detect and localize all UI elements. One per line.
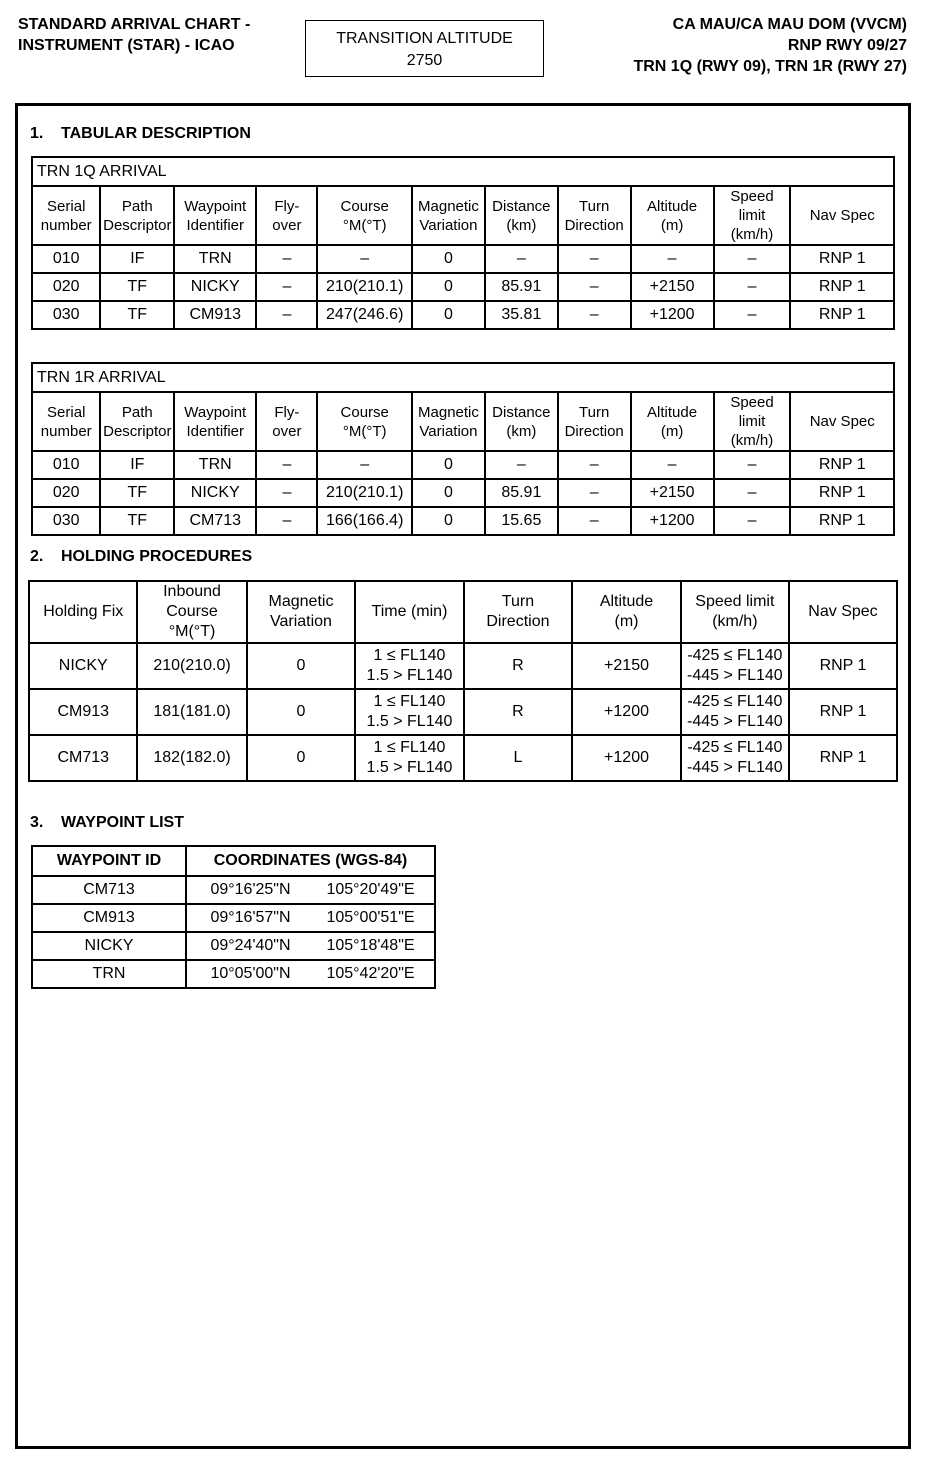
holding-cell: +1200 — [572, 735, 680, 781]
waypoint-row — [32, 876, 435, 904]
transition-altitude-label: TRANSITION ALTITUDE — [336, 30, 513, 47]
cell-line: Direction — [486, 613, 550, 630]
transition-altitude-box — [305, 20, 544, 77]
cell-line: 1 ≤ FL140 — [373, 739, 446, 756]
arrival-cell: RNP 1 — [790, 245, 894, 273]
cell-line: limit — [738, 207, 766, 224]
arrival-cell: 210(210.1) — [317, 479, 412, 507]
holding-cell: L — [464, 735, 573, 781]
arrival-cell: TF — [100, 301, 174, 329]
waypoint-coordinates — [186, 904, 435, 932]
cell-line: °M(°T) — [342, 422, 387, 440]
arrival-table-trn-1r — [31, 362, 895, 536]
column-header — [464, 581, 573, 643]
arrival-cell: RNP 1 — [790, 507, 894, 535]
arrival-cell: – — [631, 451, 714, 479]
cell-line: Path — [121, 403, 153, 421]
holding-procedures-table — [28, 580, 898, 782]
arrival-cell: +2150 — [631, 479, 714, 507]
cell-line: 1.5 > FL140 — [366, 667, 453, 684]
cell-line: -445 > FL140 — [687, 667, 783, 684]
cell-line: (km) — [506, 422, 537, 440]
latitude: 09°16'57"N — [210, 909, 291, 926]
cell-line: Path — [121, 197, 153, 215]
holding-cell — [355, 735, 463, 781]
column-header — [100, 392, 174, 451]
arrival-cell: IF — [100, 451, 174, 479]
cell-line: °M(°T) — [342, 216, 387, 234]
cell-line: Nav Spec — [809, 413, 875, 430]
chart-type-heading — [18, 14, 250, 56]
arrival-cell: 166(166.4) — [317, 507, 412, 535]
arrival-cell: IF — [100, 245, 174, 273]
arrival-cell: CM913 — [174, 301, 256, 329]
holding-cell: RNP 1 — [789, 643, 897, 689]
holding-cell: R — [464, 689, 573, 735]
cell-line: (m) — [614, 613, 639, 630]
section-waypoint-list-title — [30, 814, 184, 832]
cell-line: 1.5 > FL140 — [366, 759, 453, 776]
waypoint-id-header: WAYPOINT ID — [32, 846, 186, 876]
arrival-cell: – — [714, 451, 791, 479]
arrival-cell: – — [558, 273, 631, 301]
arrival-cell: 020 — [32, 479, 100, 507]
waypoint-id: TRN — [32, 960, 186, 988]
column-header — [681, 581, 789, 643]
coordinates-header: COORDINATES (WGS-84) — [186, 846, 435, 876]
cell-line: Holding Fix — [43, 603, 124, 620]
cell-line: Variation — [419, 216, 478, 234]
arrival-cell: 0 — [412, 451, 485, 479]
arrival-cell: NICKY — [174, 479, 256, 507]
column-header — [317, 392, 412, 451]
column-header — [174, 186, 256, 245]
cell-line: 1 ≤ FL140 — [373, 693, 446, 710]
cell-line: Course — [340, 403, 389, 421]
arrival-cell: +1200 — [631, 301, 714, 329]
holding-cell — [681, 735, 789, 781]
cell-line: (m) — [660, 216, 684, 234]
cell-line: -445 > FL140 — [687, 713, 783, 730]
arrival-cell: – — [256, 245, 317, 273]
arrival-row — [32, 301, 894, 329]
cell-line: Altitude — [647, 197, 698, 215]
cell-line: Variation — [419, 422, 478, 440]
arrival-cell: – — [256, 451, 317, 479]
cell-line: Serial — [47, 197, 86, 215]
holding-cell: R — [464, 643, 573, 689]
arrival-title: TRN 1Q ARRIVAL — [32, 157, 894, 186]
holding-cell — [681, 643, 789, 689]
cell-line: Waypoint — [184, 197, 247, 215]
aerodrome-heading — [633, 14, 907, 77]
cell-line: Turn — [579, 403, 610, 421]
arrival-cell: – — [714, 479, 791, 507]
arrival-title-row — [32, 157, 894, 186]
arrival-title: TRN 1R ARRIVAL — [32, 363, 894, 392]
column-header — [355, 581, 463, 643]
arrival-cell: TF — [100, 273, 174, 301]
arrival-cell: TRN — [174, 451, 256, 479]
cell-line: Variation — [269, 613, 332, 630]
arrival-cell: – — [558, 479, 631, 507]
latitude: 09°16'25"N — [210, 881, 291, 898]
cell-line: Identifier — [186, 216, 245, 234]
cell-line: Speed — [730, 394, 774, 411]
arrival-cell: 0 — [412, 245, 485, 273]
arrival-cell: 0 — [412, 301, 485, 329]
arrival-cell: – — [485, 451, 558, 479]
arrival-cell: RNP 1 — [790, 479, 894, 507]
column-header — [485, 392, 558, 451]
approach-runways: RNP RWY 09/27 — [787, 37, 907, 54]
holding-row — [29, 689, 897, 735]
cell-line: Fly- — [274, 197, 300, 215]
cell-line: Altitude — [647, 403, 698, 421]
cell-line: (km) — [506, 216, 537, 234]
cell-line: Descriptor — [103, 422, 172, 440]
column-header — [174, 392, 256, 451]
cell-line: (km/h) — [730, 432, 774, 449]
cell-line: -425 ≤ FL140 — [687, 739, 783, 756]
cell-line: Fly- — [274, 403, 300, 421]
holding-cell: NICKY — [29, 643, 137, 689]
cell-line: Turn — [501, 593, 535, 610]
arrival-cell: 0 — [412, 273, 485, 301]
arrival-cell: – — [558, 301, 631, 329]
cell-line: Direction — [564, 216, 624, 234]
waypoint-coordinates — [186, 876, 435, 904]
cell-line: Serial — [47, 403, 86, 421]
transition-altitude-value: 2750 — [406, 52, 443, 69]
holding-cell: CM913 — [29, 689, 137, 735]
section-title-text: WAYPOINT LIST — [61, 814, 184, 831]
arrival-header-row — [32, 186, 894, 245]
cell-line: °M(°T) — [168, 623, 216, 640]
cell-line: 1.5 > FL140 — [366, 713, 453, 730]
waypoint-coordinates — [186, 960, 435, 988]
longitude: 105°18'48"E — [326, 937, 415, 954]
arrival-cell: – — [317, 245, 412, 273]
cell-line: Distance — [492, 197, 551, 215]
arrival-cell: 210(210.1) — [317, 273, 412, 301]
arrival-row — [32, 245, 894, 273]
arrival-table-trn-1q — [31, 156, 895, 330]
arrival-cell: 85.91 — [485, 479, 558, 507]
section-number: 2. — [30, 548, 44, 565]
column-header — [790, 392, 894, 451]
cell-line: Time (min) — [371, 603, 448, 620]
arrival-cell: – — [256, 273, 317, 301]
arrival-cell: 030 — [32, 301, 100, 329]
arrival-row — [32, 507, 894, 535]
holding-cell: 182(182.0) — [137, 735, 246, 781]
holding-cell — [355, 643, 463, 689]
column-header — [558, 392, 631, 451]
cell-line: Magnetic — [268, 593, 334, 610]
arrival-cell: RNP 1 — [790, 451, 894, 479]
holding-cell: 0 — [247, 689, 356, 735]
arrival-cell: – — [714, 301, 791, 329]
cell-line: limit — [738, 413, 766, 430]
arrival-cell: 030 — [32, 507, 100, 535]
column-header — [790, 186, 894, 245]
holding-cell: 210(210.0) — [137, 643, 246, 689]
column-header — [32, 186, 100, 245]
cell-line: Turn — [579, 197, 610, 215]
cell-line: number — [40, 216, 92, 234]
cell-line: Waypoint — [184, 403, 247, 421]
column-header — [572, 581, 680, 643]
chart-type-line1: STANDARD ARRIVAL CHART - — [18, 16, 251, 33]
holding-cell: +1200 — [572, 689, 680, 735]
column-header — [317, 186, 412, 245]
column-header — [789, 581, 897, 643]
arrival-cell: +2150 — [631, 273, 714, 301]
arrival-cell: – — [631, 245, 714, 273]
arrival-cell: – — [317, 451, 412, 479]
column-header — [412, 186, 485, 245]
column-header — [247, 581, 356, 643]
cell-line: -425 ≤ FL140 — [687, 647, 783, 664]
procedure-names: TRN 1Q (RWY 09), TRN 1R (RWY 27) — [633, 58, 907, 75]
cell-line: 1 ≤ FL140 — [373, 647, 446, 664]
arrival-cell: TF — [100, 507, 174, 535]
waypoint-id: CM913 — [32, 904, 186, 932]
cell-line: Speed limit — [695, 593, 775, 610]
holding-cell: 0 — [247, 735, 356, 781]
arrival-cell: TRN — [174, 245, 256, 273]
arrival-cell: RNP 1 — [790, 273, 894, 301]
waypoint-row — [32, 904, 435, 932]
column-header — [485, 186, 558, 245]
holding-cell — [355, 689, 463, 735]
waypoint-row — [32, 932, 435, 960]
column-header — [256, 392, 317, 451]
cell-line: Distance — [492, 403, 551, 421]
holding-header-row — [29, 581, 897, 643]
cell-line: Inbound — [163, 583, 221, 600]
cell-line: Nav Spec — [809, 207, 875, 224]
column-header — [558, 186, 631, 245]
holding-cell — [681, 689, 789, 735]
arrival-cell: RNP 1 — [790, 301, 894, 329]
arrival-cell: +1200 — [631, 507, 714, 535]
latitude: 10°05'00"N — [210, 965, 291, 982]
waypoint-coordinates — [186, 932, 435, 960]
cell-line: over — [272, 422, 302, 440]
holding-cell: 0 — [247, 643, 356, 689]
waypoint-row — [32, 960, 435, 988]
cell-line: Course — [340, 197, 389, 215]
holding-row — [29, 735, 897, 781]
arrival-cell: 0 — [412, 507, 485, 535]
section-title-text: HOLDING PROCEDURES — [61, 548, 253, 565]
arrival-title-row — [32, 363, 894, 392]
column-header — [29, 581, 137, 643]
arrival-cell: 010 — [32, 451, 100, 479]
section-tabular-description-title — [30, 125, 251, 143]
longitude: 105°00'51"E — [326, 909, 415, 926]
holding-row — [29, 643, 897, 689]
column-header — [100, 186, 174, 245]
arrival-cell: 0 — [412, 479, 485, 507]
longitude: 105°42'20"E — [326, 965, 415, 982]
holding-cell: CM713 — [29, 735, 137, 781]
arrival-cell: – — [714, 273, 791, 301]
waypoint-id: NICKY — [32, 932, 186, 960]
arrival-row — [32, 451, 894, 479]
arrival-cell: NICKY — [174, 273, 256, 301]
waypoint-list-table — [31, 845, 436, 989]
cell-line: Direction — [564, 422, 624, 440]
arrival-cell: – — [714, 507, 791, 535]
section-number: 1. — [30, 125, 44, 142]
cell-line: -445 > FL140 — [687, 759, 783, 776]
arrival-cell: TF — [100, 479, 174, 507]
arrival-cell: 15.65 — [485, 507, 558, 535]
column-header — [32, 392, 100, 451]
arrival-cell: – — [256, 301, 317, 329]
cell-line: (km/h) — [730, 226, 774, 243]
holding-cell: RNP 1 — [789, 689, 897, 735]
section-title-text: TABULAR DESCRIPTION — [61, 125, 251, 142]
arrival-cell: – — [485, 245, 558, 273]
cell-line: number — [40, 422, 92, 440]
column-header — [137, 581, 246, 643]
column-header — [714, 392, 791, 451]
column-header — [412, 392, 485, 451]
arrival-cell: – — [558, 507, 631, 535]
arrival-cell: CM713 — [174, 507, 256, 535]
section-holding-procedures-title — [30, 548, 252, 566]
column-header — [256, 186, 317, 245]
arrival-cell: 020 — [32, 273, 100, 301]
cell-line: Speed — [730, 188, 774, 205]
arrival-row — [32, 273, 894, 301]
column-header — [714, 186, 791, 245]
waypoint-header-row — [32, 846, 435, 876]
latitude: 09°24'40"N — [210, 937, 291, 954]
arrival-row — [32, 479, 894, 507]
cell-line: over — [272, 216, 302, 234]
cell-line: Magnetic — [418, 197, 479, 215]
column-header — [631, 392, 714, 451]
arrival-cell: – — [558, 245, 631, 273]
holding-cell: +2150 — [572, 643, 680, 689]
arrival-cell: 247(246.6) — [317, 301, 412, 329]
arrival-cell: – — [714, 245, 791, 273]
cell-line: (m) — [660, 422, 684, 440]
section-number: 3. — [30, 814, 44, 831]
longitude: 105°20'49"E — [326, 881, 415, 898]
waypoint-id: CM713 — [32, 876, 186, 904]
cell-line: -425 ≤ FL140 — [687, 693, 783, 710]
cell-line: Identifier — [186, 422, 245, 440]
arrival-cell: – — [256, 479, 317, 507]
cell-line: (km/h) — [712, 613, 758, 630]
chart-type-line2: INSTRUMENT (STAR) - ICAO — [18, 37, 235, 54]
arrival-cell: 010 — [32, 245, 100, 273]
arrival-cell: 85.91 — [485, 273, 558, 301]
cell-line: Course — [166, 603, 218, 620]
column-header — [631, 186, 714, 245]
cell-line: Magnetic — [418, 403, 479, 421]
arrival-cell: – — [256, 507, 317, 535]
holding-cell: 181(181.0) — [137, 689, 246, 735]
arrival-cell: 35.81 — [485, 301, 558, 329]
arrival-header-row — [32, 392, 894, 451]
cell-line: Descriptor — [103, 216, 172, 234]
cell-line: Altitude — [599, 593, 654, 610]
holding-cell: RNP 1 — [789, 735, 897, 781]
cell-line: Nav Spec — [808, 603, 878, 620]
arrival-cell: – — [558, 451, 631, 479]
aerodrome-name: CA MAU/CA MAU DOM (VVCM) — [672, 16, 907, 33]
